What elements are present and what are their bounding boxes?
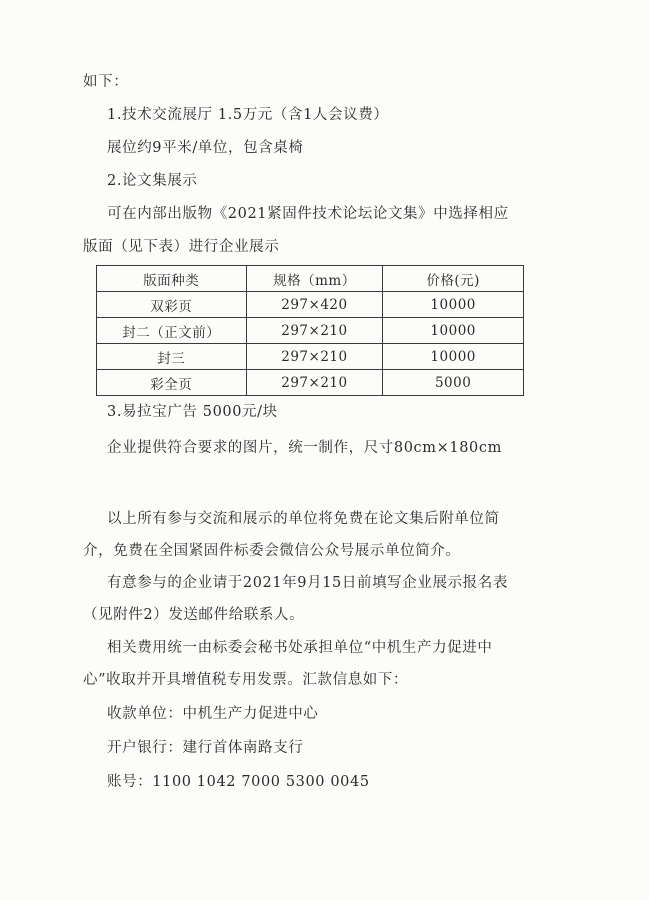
table-cell: 297×420	[246, 292, 383, 318]
table-cell: 10000	[383, 344, 524, 370]
table-row	[97, 344, 524, 370]
table-header-cell: 版面种类	[97, 266, 247, 292]
item1-desc: 展位约9平米/单位，包含桌椅	[107, 140, 304, 156]
table-cell: 封三	[97, 344, 247, 370]
table-cell: 10000	[383, 318, 524, 344]
para3-line2: 心”收取并开具增值税专用发票。汇款信息如下：	[83, 672, 409, 688]
para2-line2: （见附件2）发送邮件给联系人。	[83, 607, 305, 623]
table-header-cell: 规格（mm）	[246, 266, 383, 292]
item3-desc: 企业提供符合要求的图片，统一制作，尺寸80cm×180cm	[107, 440, 502, 456]
table-row	[97, 318, 524, 344]
table-header-row	[97, 266, 524, 292]
table-cell: 双彩页	[97, 292, 247, 318]
table-cell: 297×210	[246, 318, 383, 344]
para2-line1: 有意参与的企业请于2021年9月15日前填写企业展示报名表	[107, 575, 508, 591]
table-cell: 297×210	[246, 370, 383, 396]
account-line: 账号：1100 1042 7000 5300 0045	[107, 774, 370, 790]
item2-desc-line2: 版面（见下表）进行企业展示	[83, 239, 280, 255]
item2-desc-line1: 可在内部出版物《2021紧固件技术论坛论文集》中选择相应	[107, 206, 509, 222]
table-cell: 10000	[383, 292, 524, 318]
para3-line1: 相关费用统一由标委会秘书处承担单位“中机生产力促进中	[107, 640, 493, 656]
item1-title: 1.技术交流展厅 1.5万元（含1人会议费）	[107, 107, 389, 123]
price-table	[96, 265, 524, 396]
table-cell: 彩全页	[97, 370, 247, 396]
para1-line1: 以上所有参与交流和展示的单位将免费在论文集后附单位简	[107, 511, 500, 527]
para1-line2: 介，免费在全国紧固件标委会微信公众号展示单位简介。	[83, 543, 461, 559]
table-cell: 封二（正文前）	[97, 318, 247, 344]
payee-line: 收款单位：中机生产力促进中心	[107, 706, 319, 722]
item3-title: 3.易拉宝广告 5000元/块	[107, 404, 278, 420]
table-row	[97, 292, 524, 318]
table-cell: 5000	[383, 370, 524, 396]
table-header-cell: 价格(元)	[383, 266, 524, 292]
table-row	[97, 370, 524, 396]
item2-title: 2.论文集展示	[107, 173, 198, 189]
bank-line: 开户银行：建行首体南路支行	[107, 740, 304, 756]
intro-line: 如下：	[83, 74, 129, 90]
table-cell: 297×210	[246, 344, 383, 370]
